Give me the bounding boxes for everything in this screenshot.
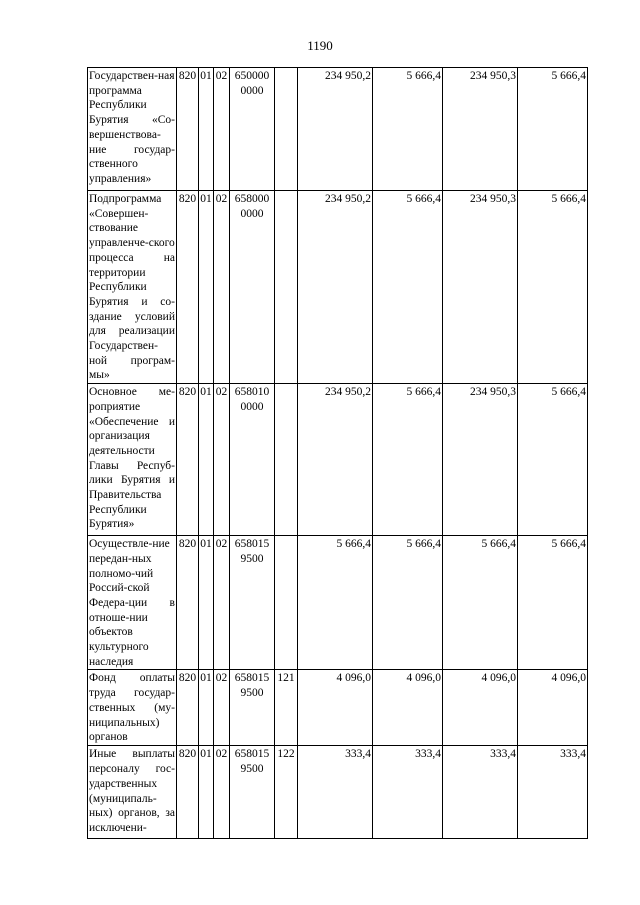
amount-cell: 5 666,4 <box>518 68 588 191</box>
row-name-cell: Основное ме-роприятие «Обеспечение и организация деятельности Главы Респуб-лики Бурятия и Правительства Республики Бурятия» <box>88 384 177 536</box>
table-row <box>88 191 588 384</box>
amount-cell: 5 666,4 <box>443 536 518 670</box>
amount-cell: 4 096,0 <box>443 670 518 746</box>
table-row <box>88 536 588 670</box>
ved-code-cell: 820 <box>177 68 199 191</box>
amount-cell: 234 950,2 <box>298 191 373 384</box>
amount-cell: 234 950,3 <box>443 384 518 536</box>
amount-cell: 333,4 <box>298 746 373 839</box>
subsection-code-cell: 02 <box>214 536 230 670</box>
section-code-cell: 01 <box>199 746 214 839</box>
target-article-part: 658010 <box>234 386 270 399</box>
row-name-cell: Подпрограмма «Совершен-ствование управленче-ского процесса на территории Республики Бурятия и со-здание условий для реализации Государствен-ной програм-мы» <box>88 191 177 384</box>
target-article-part: 658015 <box>234 672 270 685</box>
amount-cell: 333,4 <box>518 746 588 839</box>
target-article-part: 658015 <box>234 748 270 761</box>
expense-type-cell: 121 <box>275 670 298 746</box>
page-number: 1190 <box>307 38 333 53</box>
row-name-cell: Фонд оплаты труда государ-ственных (му-ниципальных) органов <box>88 670 177 746</box>
amount-cell: 5 666,4 <box>373 68 443 191</box>
amount-cell: 333,4 <box>373 746 443 839</box>
target-article-part: 9500 <box>240 687 264 700</box>
target-article-part: 0000 <box>240 400 264 413</box>
expense-type-cell <box>275 191 298 384</box>
budget-table <box>87 67 588 839</box>
amount-cell: 234 950,3 <box>443 68 518 191</box>
ved-code-cell: 820 <box>177 191 199 384</box>
target-article-cell <box>230 191 275 384</box>
section-code-cell: 01 <box>199 536 214 670</box>
amount-cell: 5 666,4 <box>373 384 443 536</box>
row-name-cell: Осуществле-ние передан-ных полномо-чий Россий-ской Федера-ции в отноше-нии объектов культурного наследия <box>88 536 177 670</box>
section-code-cell: 01 <box>199 68 214 191</box>
amount-cell: 4 096,0 <box>518 670 588 746</box>
budget-table-body <box>88 68 588 839</box>
target-article-cell <box>230 384 275 536</box>
amount-cell: 4 096,0 <box>298 670 373 746</box>
subsection-code-cell: 02 <box>214 68 230 191</box>
target-article-part: 650000 <box>234 70 270 82</box>
section-code-cell: 01 <box>199 670 214 746</box>
target-article-part: 658015 <box>234 538 270 551</box>
target-article-part: 658000 <box>234 193 270 205</box>
ved-code-cell: 820 <box>177 384 199 536</box>
section-code-cell: 01 <box>199 191 214 384</box>
row-name-cell: Государствен-ная программа Республики Бурятия «Со-вершенствова-ние государ-ственного управления» <box>88 68 177 191</box>
ved-code-cell: 820 <box>177 536 199 670</box>
amount-cell: 4 096,0 <box>373 670 443 746</box>
amount-cell: 5 666,4 <box>373 191 443 384</box>
expense-type-cell <box>275 68 298 191</box>
amount-cell: 234 950,3 <box>443 191 518 384</box>
target-article-part: 0000 <box>240 207 264 220</box>
ved-code-cell: 820 <box>177 746 199 839</box>
target-article-part: 0000 <box>240 84 264 97</box>
subsection-code-cell: 02 <box>214 384 230 536</box>
table-row <box>88 746 588 839</box>
target-article-part: 9500 <box>240 552 264 565</box>
amount-cell: 5 666,4 <box>298 536 373 670</box>
amount-cell: 5 666,4 <box>518 191 588 384</box>
table-row <box>88 68 588 191</box>
expense-type-cell <box>275 384 298 536</box>
amount-cell: 234 950,2 <box>298 384 373 536</box>
section-code-cell: 01 <box>199 384 214 536</box>
amount-cell: 5 666,4 <box>518 384 588 536</box>
target-article-cell <box>230 536 275 670</box>
subsection-code-cell: 02 <box>214 670 230 746</box>
expense-type-cell <box>275 536 298 670</box>
amount-cell: 234 950,2 <box>298 68 373 191</box>
amount-cell: 5 666,4 <box>373 536 443 670</box>
amount-cell: 5 666,4 <box>518 536 588 670</box>
target-article-cell <box>230 746 275 839</box>
amount-cell: 333,4 <box>443 746 518 839</box>
table-row <box>88 384 588 536</box>
target-article-part: 9500 <box>240 763 264 776</box>
subsection-code-cell: 02 <box>214 191 230 384</box>
target-article-cell <box>230 68 275 191</box>
subsection-code-cell: 02 <box>214 746 230 839</box>
table-row <box>88 670 588 746</box>
row-name-cell: Иные выплаты персоналу гос-ударственных (муниципаль-ных) органов, за исключени- <box>88 746 177 839</box>
expense-type-cell: 122 <box>275 746 298 839</box>
target-article-cell <box>230 670 275 746</box>
ved-code-cell: 820 <box>177 670 199 746</box>
